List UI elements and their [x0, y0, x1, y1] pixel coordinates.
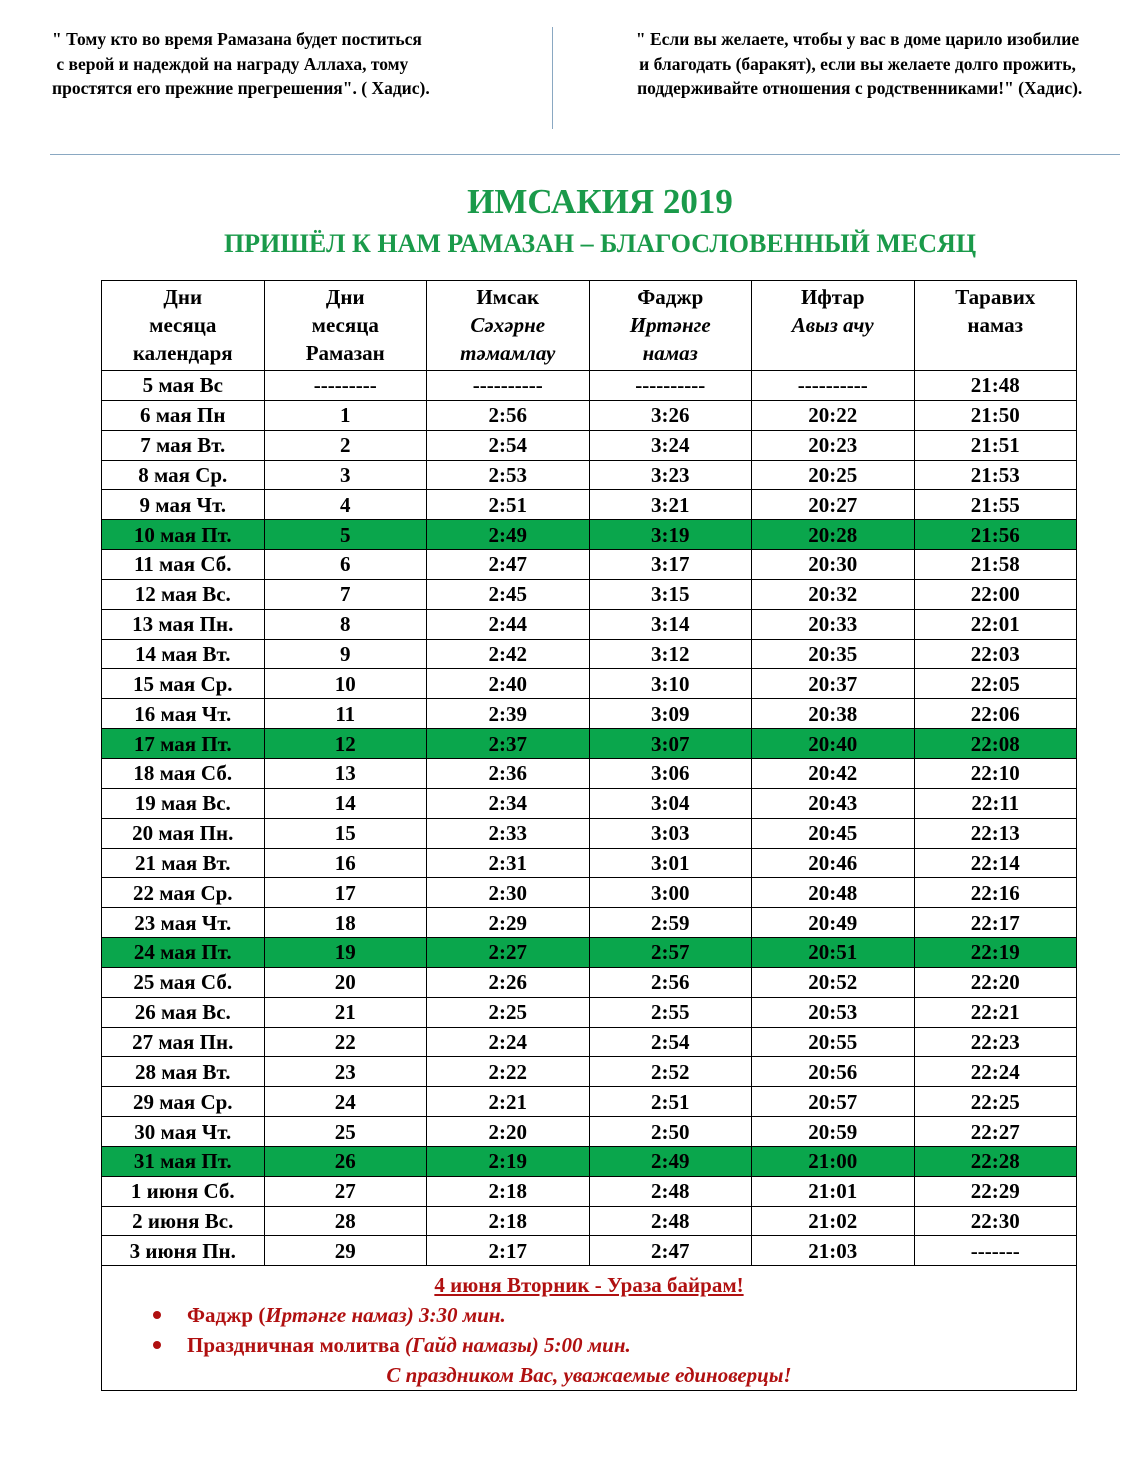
tarawih-cell: 22:21 — [914, 997, 1077, 1027]
fajr-cell: 3:23 — [589, 460, 752, 490]
ramadan-day-cell: 5 — [264, 520, 427, 550]
fajr-cell: 2:59 — [589, 908, 752, 938]
iftar-cell: 20:55 — [752, 1027, 915, 1057]
ramadan-day-cell: 27 — [264, 1176, 427, 1206]
header-line: Ифтар — [800, 285, 865, 309]
tarawih-cell: 21:56 — [914, 520, 1077, 550]
ramadan-day-cell: 15 — [264, 818, 427, 848]
iftar-cell: 20:42 — [752, 758, 915, 788]
calendar-day-cell: 21 мая Вт. — [102, 848, 265, 878]
ramadan-day-cell: 6 — [264, 550, 427, 580]
iftar-cell: 20:32 — [752, 579, 915, 609]
fajr-cell: 3:00 — [589, 878, 752, 908]
ramadan-day-cell: 22 — [264, 1027, 427, 1057]
ramadan-day-cell: 11 — [264, 699, 427, 729]
iftar-cell: 21:02 — [752, 1206, 915, 1236]
tarawih-cell: 22:16 — [914, 878, 1077, 908]
calendar-day-cell: 25 мая Сб. — [102, 967, 265, 997]
table-row — [102, 579, 1077, 609]
tarawih-cell: 21:48 — [914, 371, 1077, 401]
fajr-cell: 2:50 — [589, 1117, 752, 1147]
calendar-day-cell: 31 мая Пт. — [102, 1146, 265, 1176]
imsak-cell: ---------- — [427, 371, 590, 401]
imsakiya-schedule-table — [101, 280, 1077, 1391]
tarawih-cell: 22:05 — [914, 669, 1077, 699]
fajr-cell: 2:47 — [589, 1236, 752, 1266]
fajr-cell: 2:48 — [589, 1176, 752, 1206]
calendar-day-cell: 1 июня Сб. — [102, 1176, 265, 1206]
table-row — [102, 1057, 1077, 1087]
calendar-day-cell: 15 мая Ср. — [102, 669, 265, 699]
header-line: намаз — [967, 313, 1024, 337]
iftar-cell: 20:38 — [752, 699, 915, 729]
imsak-cell: 2:24 — [427, 1027, 590, 1057]
header-line: тәмамлау — [460, 341, 556, 365]
table-row — [102, 997, 1077, 1027]
ramadan-day-cell: 4 — [264, 490, 427, 520]
fajr-cell: 3:24 — [589, 430, 752, 460]
ramadan-day-cell: 13 — [264, 758, 427, 788]
tarawih-cell: 21:51 — [914, 430, 1077, 460]
iftar-cell: 20:46 — [752, 848, 915, 878]
table-row — [102, 967, 1077, 997]
header-calendar-day — [102, 281, 265, 371]
tarawih-cell: 22:11 — [914, 788, 1077, 818]
iftar-cell: 21:00 — [752, 1146, 915, 1176]
iftar-cell: 20:23 — [752, 430, 915, 460]
ramadan-day-cell: 10 — [264, 669, 427, 699]
calendar-day-cell: 12 мая Вс. — [102, 579, 265, 609]
tarawih-cell: 22:20 — [914, 967, 1077, 997]
tarawih-cell: 21:58 — [914, 550, 1077, 580]
calendar-day-cell: 23 мая Чт. — [102, 908, 265, 938]
fajr-cell: ---------- — [589, 371, 752, 401]
table-row — [102, 400, 1077, 430]
imsak-cell: 2:51 — [427, 490, 590, 520]
header-line: Рамазан — [305, 341, 385, 365]
tarawih-cell: 22:29 — [914, 1176, 1077, 1206]
iftar-cell: 20:30 — [752, 550, 915, 580]
table-row — [102, 1236, 1077, 1266]
calendar-day-cell: 16 мая Чт. — [102, 699, 265, 729]
calendar-day-cell: 6 мая Пн — [102, 400, 265, 430]
fajr-cell: 3:12 — [589, 639, 752, 669]
header-line: Дни — [163, 285, 203, 309]
calendar-day-cell: 17 мая Пт. — [102, 729, 265, 759]
imsak-cell: 2:49 — [427, 520, 590, 550]
tarawih-cell: 22:00 — [914, 579, 1077, 609]
iftar-cell: 20:57 — [752, 1087, 915, 1117]
fajr-cell: 3:09 — [589, 699, 752, 729]
calendar-day-cell: 13 мая Пн. — [102, 609, 265, 639]
calendar-day-cell: 9 мая Чт. — [102, 490, 265, 520]
header-line: месяца — [311, 313, 379, 337]
table-row — [102, 699, 1077, 729]
imsak-cell: 2:37 — [427, 729, 590, 759]
fajr-cell: 2:57 — [589, 938, 752, 968]
fajr-cell: 3:21 — [589, 490, 752, 520]
iftar-cell: 20:59 — [752, 1117, 915, 1147]
ramadan-day-cell: 2 — [264, 430, 427, 460]
tarawih-cell: 22:24 — [914, 1057, 1077, 1087]
table-row — [102, 878, 1077, 908]
ramadan-day-cell: 3 — [264, 460, 427, 490]
calendar-day-cell: 20 мая Пн. — [102, 818, 265, 848]
tarawih-cell: 22:10 — [914, 758, 1077, 788]
iftar-cell: 20:45 — [752, 818, 915, 848]
ramadan-day-cell: 20 — [264, 967, 427, 997]
fajr-cell: 2:51 — [589, 1087, 752, 1117]
iftar-cell: ---------- — [752, 371, 915, 401]
iftar-cell: 20:22 — [752, 400, 915, 430]
eid-headline: 4 июня Вторник - Ураза байрам! — [434, 1273, 744, 1298]
header-line: Сәхәрне — [470, 313, 546, 337]
table-row — [102, 609, 1077, 639]
tarawih-cell: 22:13 — [914, 818, 1077, 848]
iftar-cell: 20:53 — [752, 997, 915, 1027]
imsak-cell: 2:22 — [427, 1057, 590, 1087]
ramadan-day-cell: 17 — [264, 878, 427, 908]
tarawih-cell: 22:28 — [914, 1146, 1077, 1176]
table-row — [102, 1176, 1077, 1206]
table-row-highlighted — [102, 520, 1077, 550]
tarawih-cell: 22:23 — [914, 1027, 1077, 1057]
table-row — [102, 639, 1077, 669]
imsak-cell: 2:40 — [427, 669, 590, 699]
calendar-day-cell: 2 июня Вс. — [102, 1206, 265, 1236]
header-row — [102, 281, 1077, 371]
imsak-cell: 2:27 — [427, 938, 590, 968]
page-title: ИМСАКИЯ 2019 — [467, 182, 733, 221]
ramadan-day-cell: 9 — [264, 639, 427, 669]
fajr-cell: 3:17 — [589, 550, 752, 580]
table-row — [102, 371, 1077, 401]
imsak-cell: 2:29 — [427, 908, 590, 938]
ramadan-day-cell: 16 — [264, 848, 427, 878]
iftar-cell: 20:48 — [752, 878, 915, 908]
iftar-cell: 21:01 — [752, 1176, 915, 1206]
calendar-day-cell: 5 мая Вс — [102, 371, 265, 401]
iftar-cell: 20:35 — [752, 639, 915, 669]
page-subtitle: ПРИШЁЛ К НАМ РАМАЗАН – БЛАГОСЛОВЕННЫЙ МЕСЯЦ — [223, 229, 977, 258]
fajr-cell: 3:15 — [589, 579, 752, 609]
header-line: Иртәнге — [629, 313, 711, 337]
horizontal-divider — [50, 154, 1120, 155]
fajr-cell: 3:06 — [589, 758, 752, 788]
calendar-day-cell: 11 мая Сб. — [102, 550, 265, 580]
bullet-text-italic: (Гайд намазы) 5:00 мин. — [405, 1333, 631, 1358]
calendar-day-cell: 30 мая Чт. — [102, 1117, 265, 1147]
calendar-day-cell: 26 мая Вс. — [102, 997, 265, 1027]
table-row-highlighted — [102, 729, 1077, 759]
fajr-cell: 3:07 — [589, 729, 752, 759]
table-row — [102, 1087, 1077, 1117]
imsak-cell: 2:18 — [427, 1176, 590, 1206]
tarawih-cell: 22:25 — [914, 1087, 1077, 1117]
tarawih-cell: 22:19 — [914, 938, 1077, 968]
hadith-quote-right: " Если вы желаете, чтобы у вас в доме царило изобилие и благодать (баракят), если вы желаете долго прожить, поддерживайте отношения с родственниками!" (Хадис). — [635, 29, 1083, 98]
iftar-cell: 20:56 — [752, 1057, 915, 1087]
header-line: Дни — [325, 285, 365, 309]
header-iftar — [752, 281, 915, 371]
header-imsak — [427, 281, 590, 371]
table-row — [102, 758, 1077, 788]
fajr-cell: 3:03 — [589, 818, 752, 848]
ramadan-day-cell: 26 — [264, 1146, 427, 1176]
iftar-cell: 20:27 — [752, 490, 915, 520]
header-line: намаз — [642, 341, 698, 365]
iftar-cell: 20:37 — [752, 669, 915, 699]
table-row-highlighted — [102, 938, 1077, 968]
fajr-cell: 2:54 — [589, 1027, 752, 1057]
ramadan-day-cell: 24 — [264, 1087, 427, 1117]
tarawih-cell: 22:08 — [914, 729, 1077, 759]
tarawih-cell: 22:27 — [914, 1117, 1077, 1147]
table-row — [102, 460, 1077, 490]
table-body — [102, 371, 1077, 1266]
ramadan-day-cell: --------- — [264, 371, 427, 401]
ramadan-day-cell: 19 — [264, 938, 427, 968]
fajr-cell: 3:19 — [589, 520, 752, 550]
iftar-cell: 20:33 — [752, 609, 915, 639]
fajr-cell: 2:56 — [589, 967, 752, 997]
bullet-fajr-prayer — [102, 1300, 1076, 1330]
imsak-cell: 2:36 — [427, 758, 590, 788]
imsak-cell: 2:30 — [427, 878, 590, 908]
tarawih-cell: 22:01 — [914, 609, 1077, 639]
imsak-cell: 2:33 — [427, 818, 590, 848]
imsak-cell: 2:25 — [427, 997, 590, 1027]
iftar-cell: 20:40 — [752, 729, 915, 759]
calendar-day-cell: 10 мая Пт. — [102, 520, 265, 550]
imsak-cell: 2:19 — [427, 1146, 590, 1176]
bullet-text: Фаджр ( — [187, 1303, 266, 1328]
imsak-cell: 2:54 — [427, 430, 590, 460]
ramadan-day-cell: 14 — [264, 788, 427, 818]
table-row — [102, 1027, 1077, 1057]
tarawih-cell: 22:06 — [914, 699, 1077, 729]
calendar-day-cell: 27 мая Пн. — [102, 1027, 265, 1057]
bullet-eid-prayer — [102, 1330, 1076, 1360]
ramadan-day-cell: 21 — [264, 997, 427, 1027]
imsak-cell: 2:53 — [427, 460, 590, 490]
table-row — [102, 550, 1077, 580]
fajr-cell: 3:26 — [589, 400, 752, 430]
footer-row — [102, 1266, 1077, 1391]
table-row — [102, 1206, 1077, 1236]
table-row — [102, 848, 1077, 878]
calendar-day-cell: 29 мая Ср. — [102, 1087, 265, 1117]
fajr-cell: 3:10 — [589, 669, 752, 699]
header-fajr — [589, 281, 752, 371]
table-row — [102, 818, 1077, 848]
eid-announcement — [102, 1266, 1077, 1391]
header-line: месяца — [149, 313, 217, 337]
calendar-day-cell: 8 мая Ср. — [102, 460, 265, 490]
ramadan-day-cell: 18 — [264, 908, 427, 938]
ramadan-day-cell: 7 — [264, 579, 427, 609]
table-row — [102, 908, 1077, 938]
tarawih-cell: 22:17 — [914, 908, 1077, 938]
hadith-quote-left: " Тому кто во время Рамазана будет поститься с верой и надеждой на награду Аллаха, тому простятся его прежние прегрешения". ( Хадис). — [52, 29, 430, 98]
tarawih-cell: 22:30 — [914, 1206, 1077, 1236]
tarawih-cell: ------- — [914, 1236, 1077, 1266]
imsak-cell: 2:34 — [427, 788, 590, 818]
header-line: Таравих — [955, 285, 1036, 309]
ramadan-day-cell: 25 — [264, 1117, 427, 1147]
ramadan-day-cell: 23 — [264, 1057, 427, 1087]
imsak-cell: 2:21 — [427, 1087, 590, 1117]
ramadan-day-cell: 29 — [264, 1236, 427, 1266]
imsak-cell: 2:45 — [427, 579, 590, 609]
table-row — [102, 430, 1077, 460]
ramadan-day-cell: 12 — [264, 729, 427, 759]
header-line: Фаджр — [637, 285, 704, 309]
calendar-day-cell: 28 мая Вт. — [102, 1057, 265, 1087]
iftar-cell: 20:51 — [752, 938, 915, 968]
fajr-cell: 3:04 — [589, 788, 752, 818]
header-line: Авыз ачу — [791, 313, 874, 337]
table-row — [102, 788, 1077, 818]
header-line: календаря — [132, 341, 233, 365]
imsak-cell: 2:39 — [427, 699, 590, 729]
fajr-cell: 2:48 — [589, 1206, 752, 1236]
imsak-cell: 2:44 — [427, 609, 590, 639]
tarawih-cell: 22:03 — [914, 639, 1077, 669]
calendar-day-cell: 7 мая Вт. — [102, 430, 265, 460]
imsak-cell: 2:17 — [427, 1236, 590, 1266]
iftar-cell: 20:49 — [752, 908, 915, 938]
table-row — [102, 490, 1077, 520]
bullet-text-italic: Иртәнге намаз) 3:30 мин. — [265, 1303, 506, 1328]
table-row — [102, 1117, 1077, 1147]
iftar-cell: 20:28 — [752, 520, 915, 550]
imsak-cell: 2:56 — [427, 400, 590, 430]
imsak-cell: 2:31 — [427, 848, 590, 878]
fajr-cell: 2:49 — [589, 1146, 752, 1176]
bullet-text: Праздничная молитва — [187, 1333, 405, 1358]
tarawih-cell: 22:14 — [914, 848, 1077, 878]
imsak-cell: 2:42 — [427, 639, 590, 669]
table-row-highlighted — [102, 1146, 1077, 1176]
calendar-day-cell: 22 мая Ср. — [102, 878, 265, 908]
imsak-cell: 2:18 — [427, 1206, 590, 1236]
greeting-text: С праздником Вас, уважаемые единоверцы! — [386, 1363, 792, 1388]
tarawih-cell: 21:55 — [914, 490, 1077, 520]
iftar-cell: 20:52 — [752, 967, 915, 997]
imsak-cell: 2:47 — [427, 550, 590, 580]
iftar-cell: 20:43 — [752, 788, 915, 818]
calendar-day-cell: 3 июня Пн. — [102, 1236, 265, 1266]
ramadan-day-cell: 8 — [264, 609, 427, 639]
header-line: Имсак — [476, 285, 540, 309]
iftar-cell: 20:25 — [752, 460, 915, 490]
fajr-cell: 3:01 — [589, 848, 752, 878]
fajr-cell: 2:55 — [589, 997, 752, 1027]
calendar-day-cell: 19 мая Вс. — [102, 788, 265, 818]
calendar-day-cell: 14 мая Вт. — [102, 639, 265, 669]
calendar-day-cell: 18 мая Сб. — [102, 758, 265, 788]
imsak-cell: 2:26 — [427, 967, 590, 997]
iftar-cell: 21:03 — [752, 1236, 915, 1266]
calendar-day-cell: 24 мая Пт. — [102, 938, 265, 968]
ramadan-day-cell: 1 — [264, 400, 427, 430]
table-row — [102, 669, 1077, 699]
header-tarawih — [914, 281, 1077, 371]
tarawih-cell: 21:50 — [914, 400, 1077, 430]
header-ramadan-day — [264, 281, 427, 371]
imsak-cell: 2:20 — [427, 1117, 590, 1147]
ramadan-day-cell: 28 — [264, 1206, 427, 1236]
tarawih-cell: 21:53 — [914, 460, 1077, 490]
vertical-divider — [552, 27, 553, 129]
fajr-cell: 2:52 — [589, 1057, 752, 1087]
fajr-cell: 3:14 — [589, 609, 752, 639]
